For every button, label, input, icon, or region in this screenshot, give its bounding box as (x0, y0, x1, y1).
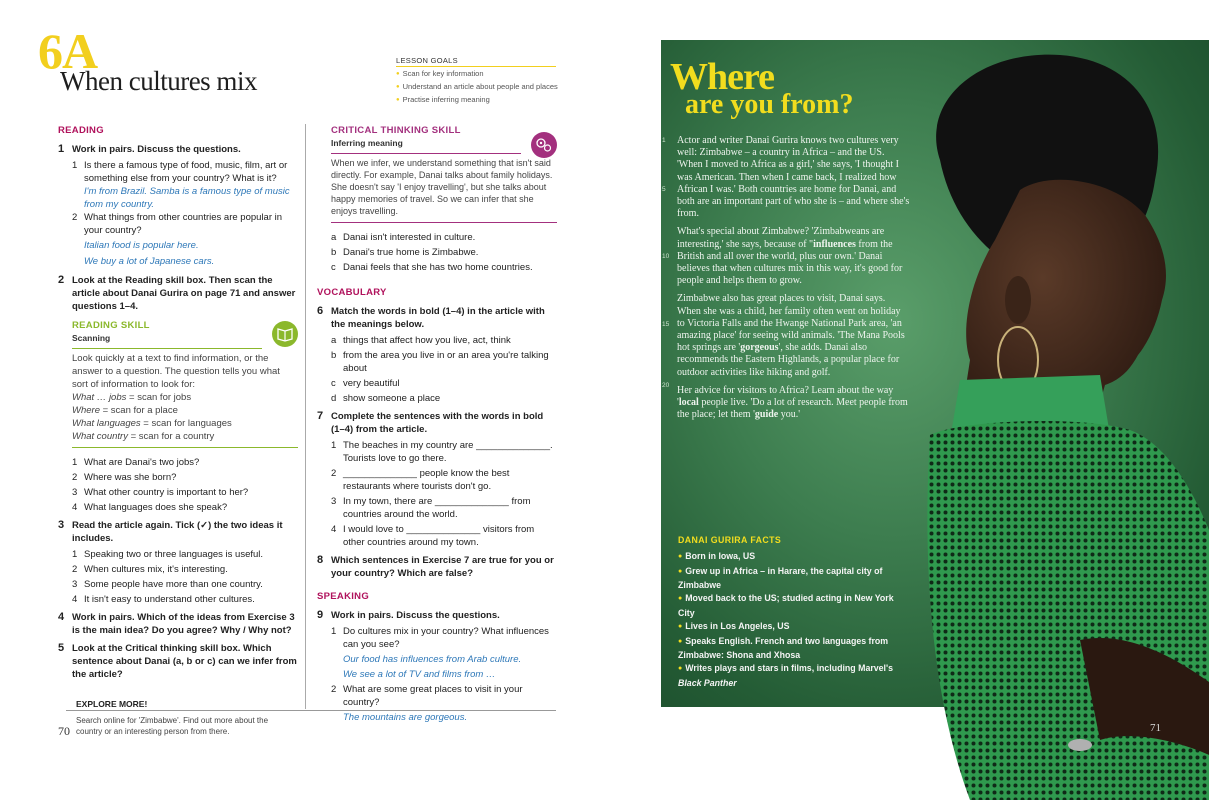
example-answer: Our food has influences from Arab culture. (343, 654, 522, 665)
column-divider (305, 124, 306, 709)
line-number: 15 (662, 321, 670, 328)
article-subtitle: are you from? (685, 89, 854, 120)
option-item: a Danai isn't interested in culture. (331, 232, 476, 243)
exercise-6: 6 Match the words in bold (1–4) in the article with the meanings below. (317, 305, 545, 330)
reading-skill-subtitle: Scanning (72, 333, 111, 343)
fact-item: ● Lives in Los Angeles, US (678, 620, 908, 635)
article-title: Where (670, 56, 775, 98)
exercise-1-item: 1 Is there a famous type of food, music, film, art or something else from your country? What is it? (72, 160, 288, 184)
reading-column (58, 124, 298, 684)
exercise-1-item: 2 What things from other countries are popular in your country? (72, 212, 283, 236)
page-number-left: 70 (58, 724, 70, 738)
lesson-goals-title: LESSON GOALS (396, 56, 458, 65)
line-number: 10 (662, 253, 670, 260)
facts-heading: DANAI GURIRA FACTS (678, 535, 782, 545)
exercise-6-item: a things that affect how you live, act, think (331, 335, 511, 346)
exercise-2: 2 Look at the Reading skill box. Then scan the article about Danai Gurira on page 71 and answer questions 1–4. (58, 274, 296, 312)
article-paragraph: Zimbabwe also has great places to visit, Danai says. When she was a child, her family often went on holiday to Victoria Falls and the Hwange National Park area, 'an amazing place' for seeing wild animals. 'The Mana Pools hot springs are 'gorgeous', she adds. Danai also recommends the Eastern Highlands, a popular place for outdoor activities like hiking and golf. (677, 293, 905, 378)
vocabulary-heading: VOCABULARY (317, 287, 387, 298)
example-answer: The mountains are gorgeous. (343, 712, 468, 723)
exercise-2-item: 4 What languages does she speak? (72, 502, 228, 513)
exercise-6-item: b from the area you live in or an area you're talking about (331, 350, 549, 374)
reading-heading: READING (58, 125, 104, 136)
article-paragraph: Actor and writer Danai Gurira knows two cultures very well: Zimbabwe – a country in Africa – and the US. 'When I moved to Africa as a girl,' she says, 'I thought I was American. Then when I came back, I realized how African I was.' Both countries are home for Danai, and both are an important part of who she is – and where she's from. (677, 135, 910, 220)
article-paragraph: What's special about Zimbabwe? 'Zimbabweans are interesting,' she says, because of "influences from the British and all over the world, plus our own.' Danai believes that when cultures mix in this way, it's good for people and helps them to grow. (677, 226, 903, 287)
exercise-1: 1 Work in pairs. Discuss the questions. (58, 143, 241, 155)
line-number: 5 (662, 186, 666, 193)
exercise-6-item: d show someone a place (331, 393, 441, 404)
exercise-6-item: c very beautiful (331, 378, 400, 389)
gears-icon (531, 132, 557, 158)
exercise-2-item: 1 What are Danai's two jobs? (72, 457, 200, 468)
portrait-photo (900, 40, 1209, 800)
reading-skill-box: READING SKILL Scanning Look quickly at a text to find information, or the answer to a question. The question tells you what sort of information to look for: What … jobs = scan for jobs Where = scan for a place What languages = scan for languages What country = scan for a country (72, 319, 298, 448)
line-number: 1 (662, 137, 666, 144)
book-icon (272, 321, 298, 347)
exercise-7-item: 2 ______________ people know the best restaurants where tourists don't go. (331, 468, 510, 492)
option-item: b Danai's true home is Zimbabwe. (331, 247, 479, 258)
article-body (662, 135, 910, 427)
exercise-2-item: 3 What other country is important to her? (72, 487, 249, 498)
exercise-3-item: 2 When cultures mix, it's interesting. (72, 564, 228, 575)
example-answer: Italian food is popular here. (84, 240, 199, 251)
unit-title: When cultures mix (60, 66, 257, 96)
unit-number: 6A (38, 23, 98, 79)
explore-more-rule (66, 710, 556, 711)
exercise-7-item: 4 I would love to ______________ visitors from other countries around my town. (331, 524, 535, 548)
page-number-right: 71 (1150, 722, 1161, 734)
exercise-9: 9 Work in pairs. Discuss the questions. (317, 609, 500, 621)
exercise-3: 3 Read the article again. Tick (✓) the two ideas it includes. (58, 519, 283, 544)
fact-item: ● Moved back to the US; studied acting in New York City (678, 592, 908, 620)
exercise-9-item: 1 Do cultures mix in your country? What influences can you see? (331, 626, 549, 650)
example-answer: We see a lot of TV and films from … (343, 669, 496, 680)
exercise-9-item: 2 What are some great places to visit in your country? (331, 684, 523, 708)
critical-thinking-box (331, 124, 557, 223)
exercise-5: 5 Look at the Critical thinking skill box. Which sentence about Danai (a, b or c) can we infer from the article? (58, 642, 297, 680)
line-number: 20 (662, 382, 670, 389)
lesson-goal-item: ● Understand an article about people and places (396, 81, 558, 94)
critical-thinking-heading: CRITICAL THINKING SKILL (331, 125, 461, 136)
exercise-7: 7 Complete the sentences with the words in bold (1–4) from the article. (317, 410, 544, 435)
fact-item: ● Grew up in Africa – in Harare, the capital city of Zimbabwe (678, 565, 908, 593)
exercise-2-item: 2 Where was she born? (72, 472, 177, 483)
explore-more-text: Search online for 'Zimbabwe'. Find out more about the country or an interesting person from there. (76, 716, 269, 736)
exercise-7-item: 1 The beaches in my country are ______________. Tourists love to go there. (331, 440, 553, 464)
exercise-3-item: 1 Speaking two or three languages is useful. (72, 549, 264, 560)
second-column (317, 124, 557, 724)
article-paragraph: Her advice for visitors to Africa? Learn about the way 'local people live. 'Do a lot of research. Meet people from the place; let them 'guide you.' (677, 384, 908, 421)
option-item: c Danai feels that she has two home countries. (331, 262, 533, 273)
explore-more-heading: EXPLORE MORE! (76, 699, 148, 709)
exercise-8: 8 Which sentences in Exercise 7 are true for you or your country? Which are false? (317, 554, 554, 579)
exercise-3-item: 3 Some people have more than one country. (72, 579, 263, 590)
exercise-4: 4 Work in pairs. Which of the ideas from Exercise 3 is the main idea? Do you agree? Why / Why not? (58, 611, 295, 636)
fact-item: ● Writes plays and stars in films, including Marvel's Black Panther (678, 662, 908, 690)
fact-item: ● Born in Iowa, US (678, 550, 908, 565)
critical-thinking-body: When we infer, we understand something that isn't said directly. For example, Danai talks about family holidays. She doesn't say 'I enjoy travelling', but she talks about happy memories of travel. So we can infer that she enjoys travelling. (331, 158, 553, 216)
example-answer: We buy a lot of Japanese cars. (84, 256, 215, 267)
fact-item: ● Speaks English. French and two languages from Zimbabwe: Shona and Xhosa (678, 635, 908, 663)
critical-thinking-subtitle: Inferring meaning (331, 138, 403, 148)
lesson-goal-item: ● Scan for key information (396, 68, 558, 81)
speaking-heading: SPEAKING (317, 591, 370, 602)
exercise-3-item: 4 It isn't easy to understand other cultures. (72, 594, 255, 605)
lesson-goals (396, 55, 558, 107)
facts-box (678, 534, 908, 690)
example-answer: I'm from Brazil. Samba is a famous type of music from my country. (84, 186, 290, 210)
lesson-goal-item: ● Practise inferring meaning (396, 94, 558, 107)
exercise-7-item: 3 In my town, there are ______________ from countries around the world. (331, 496, 531, 520)
reading-skill-heading: READING SKILL (72, 320, 150, 331)
